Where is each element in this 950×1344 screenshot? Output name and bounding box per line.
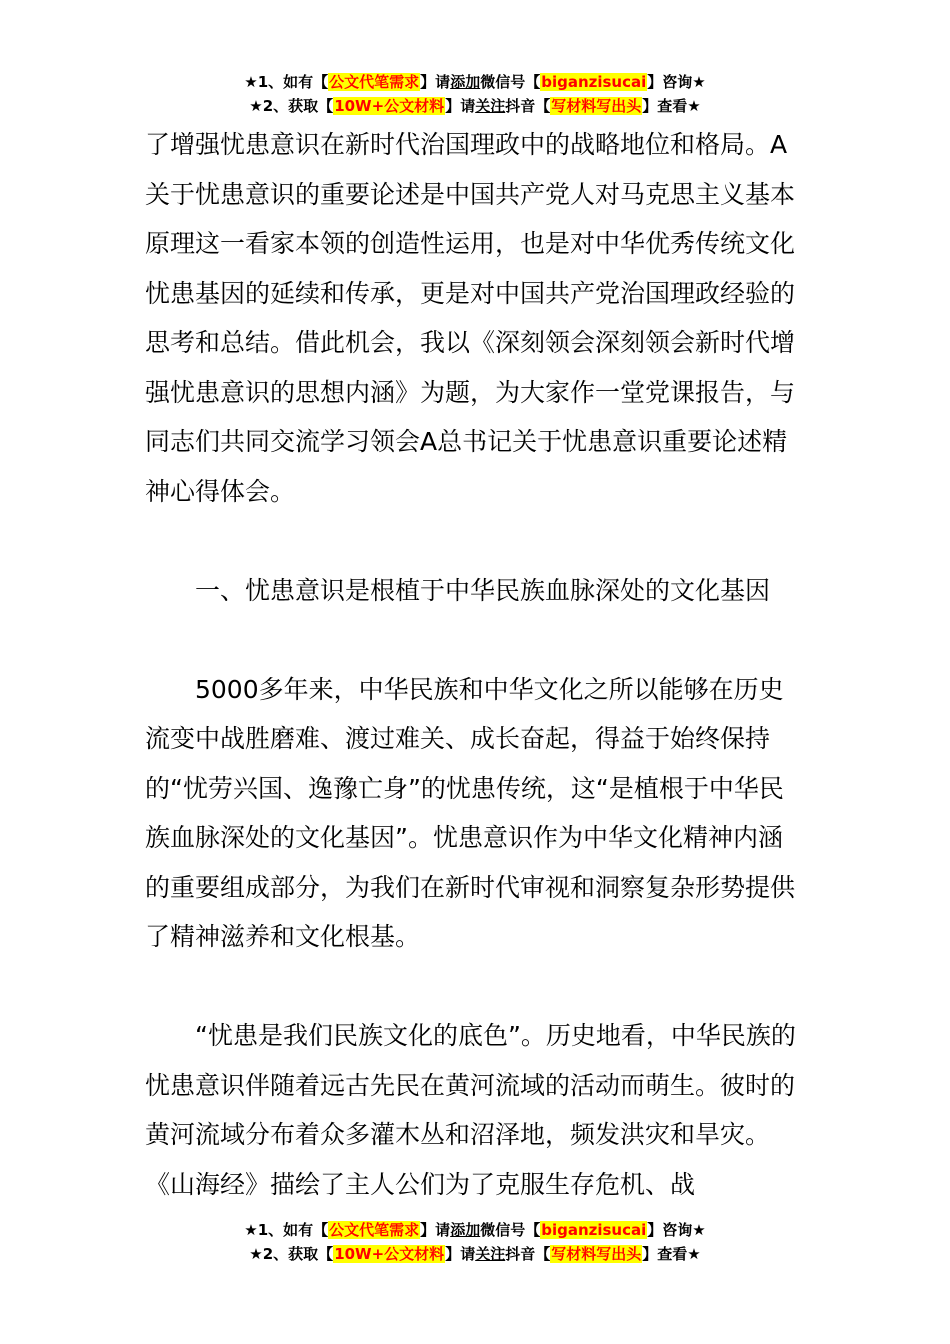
document-body bbox=[145, 120, 807, 1209]
footer-banner bbox=[0, 1218, 950, 1266]
banner-highlight: biganzisucai bbox=[541, 1221, 647, 1239]
section-heading: 一、忧患意识是根植于中华民族血脉深处的文化基因 bbox=[195, 575, 771, 605]
banner-highlight: 写材料写出头 bbox=[551, 1245, 642, 1263]
banner-highlight: 10W+公文材料 bbox=[334, 97, 445, 115]
banner-highlight: 公文代笔需求 bbox=[329, 1221, 420, 1239]
banner-line-1: ★1、如有【公文代笔需求】请添加微信号【biganzisucai】咨询★ bbox=[244, 1221, 706, 1239]
banner-highlight: 写材料写出头 bbox=[551, 97, 642, 115]
banner-highlight: 公文代笔需求 bbox=[329, 73, 420, 91]
paragraph-3: “忧患是我们民族文化的底色”。历史地看，中华民族的忧患意识伴随着远古先民在黄河流域的活动而萌生。彼时的黄河流域分布着众多灌木丛和沼泽地，频发洪灾和旱灾。《山海经》描绘了主人公们为了克服生存危机、战 bbox=[145, 1021, 796, 1199]
header-banner bbox=[0, 70, 950, 118]
banner-line-2: ★2、获取【10W+公文材料】请关注抖音【写材料写出头】查看★ bbox=[249, 97, 701, 115]
banner-line-1: ★1、如有【公文代笔需求】请添加微信号【biganzisucai】咨询★ bbox=[244, 73, 706, 91]
paragraph-2: 5000多年来，中华民族和中华文化之所以能够在历史流变中战胜磨难、渡过难关、成长奋起，得益于始终保持的“忧劳兴国、逸豫亡身”的忧患传统，这“是植根于中华民族血脉深处的文化基因”。忧患意识作为中华文化精神内涵的重要组成部分，为我们在新时代审视和洞察复杂形势提供了精神滋养和文化根基。 bbox=[145, 674, 796, 951]
paragraph-1: 了增强忧患意识在新时代治国理政中的战略地位和格局。A关于忧患意识的重要论述是中国共产党人对马克思主义基本原理这一看家本领的创造性运用，也是对中华优秀传统文化忧患基因的延续和传承，更是对中国共产党治国理政经验的思考和总结。借此机会，我以《深刻领会深刻领会新时代增强忧患意识的思想内涵》为题，为大家作一堂党课报告，与同志们共同交流学习领会A总书记关于忧患意识重要论述精神心得体会。 bbox=[145, 130, 796, 506]
banner-highlight: 10W+公文材料 bbox=[334, 1245, 445, 1263]
banner-line-2: ★2、获取【10W+公文材料】请关注抖音【写材料写出头】查看★ bbox=[249, 1245, 701, 1263]
banner-highlight: biganzisucai bbox=[541, 73, 647, 91]
